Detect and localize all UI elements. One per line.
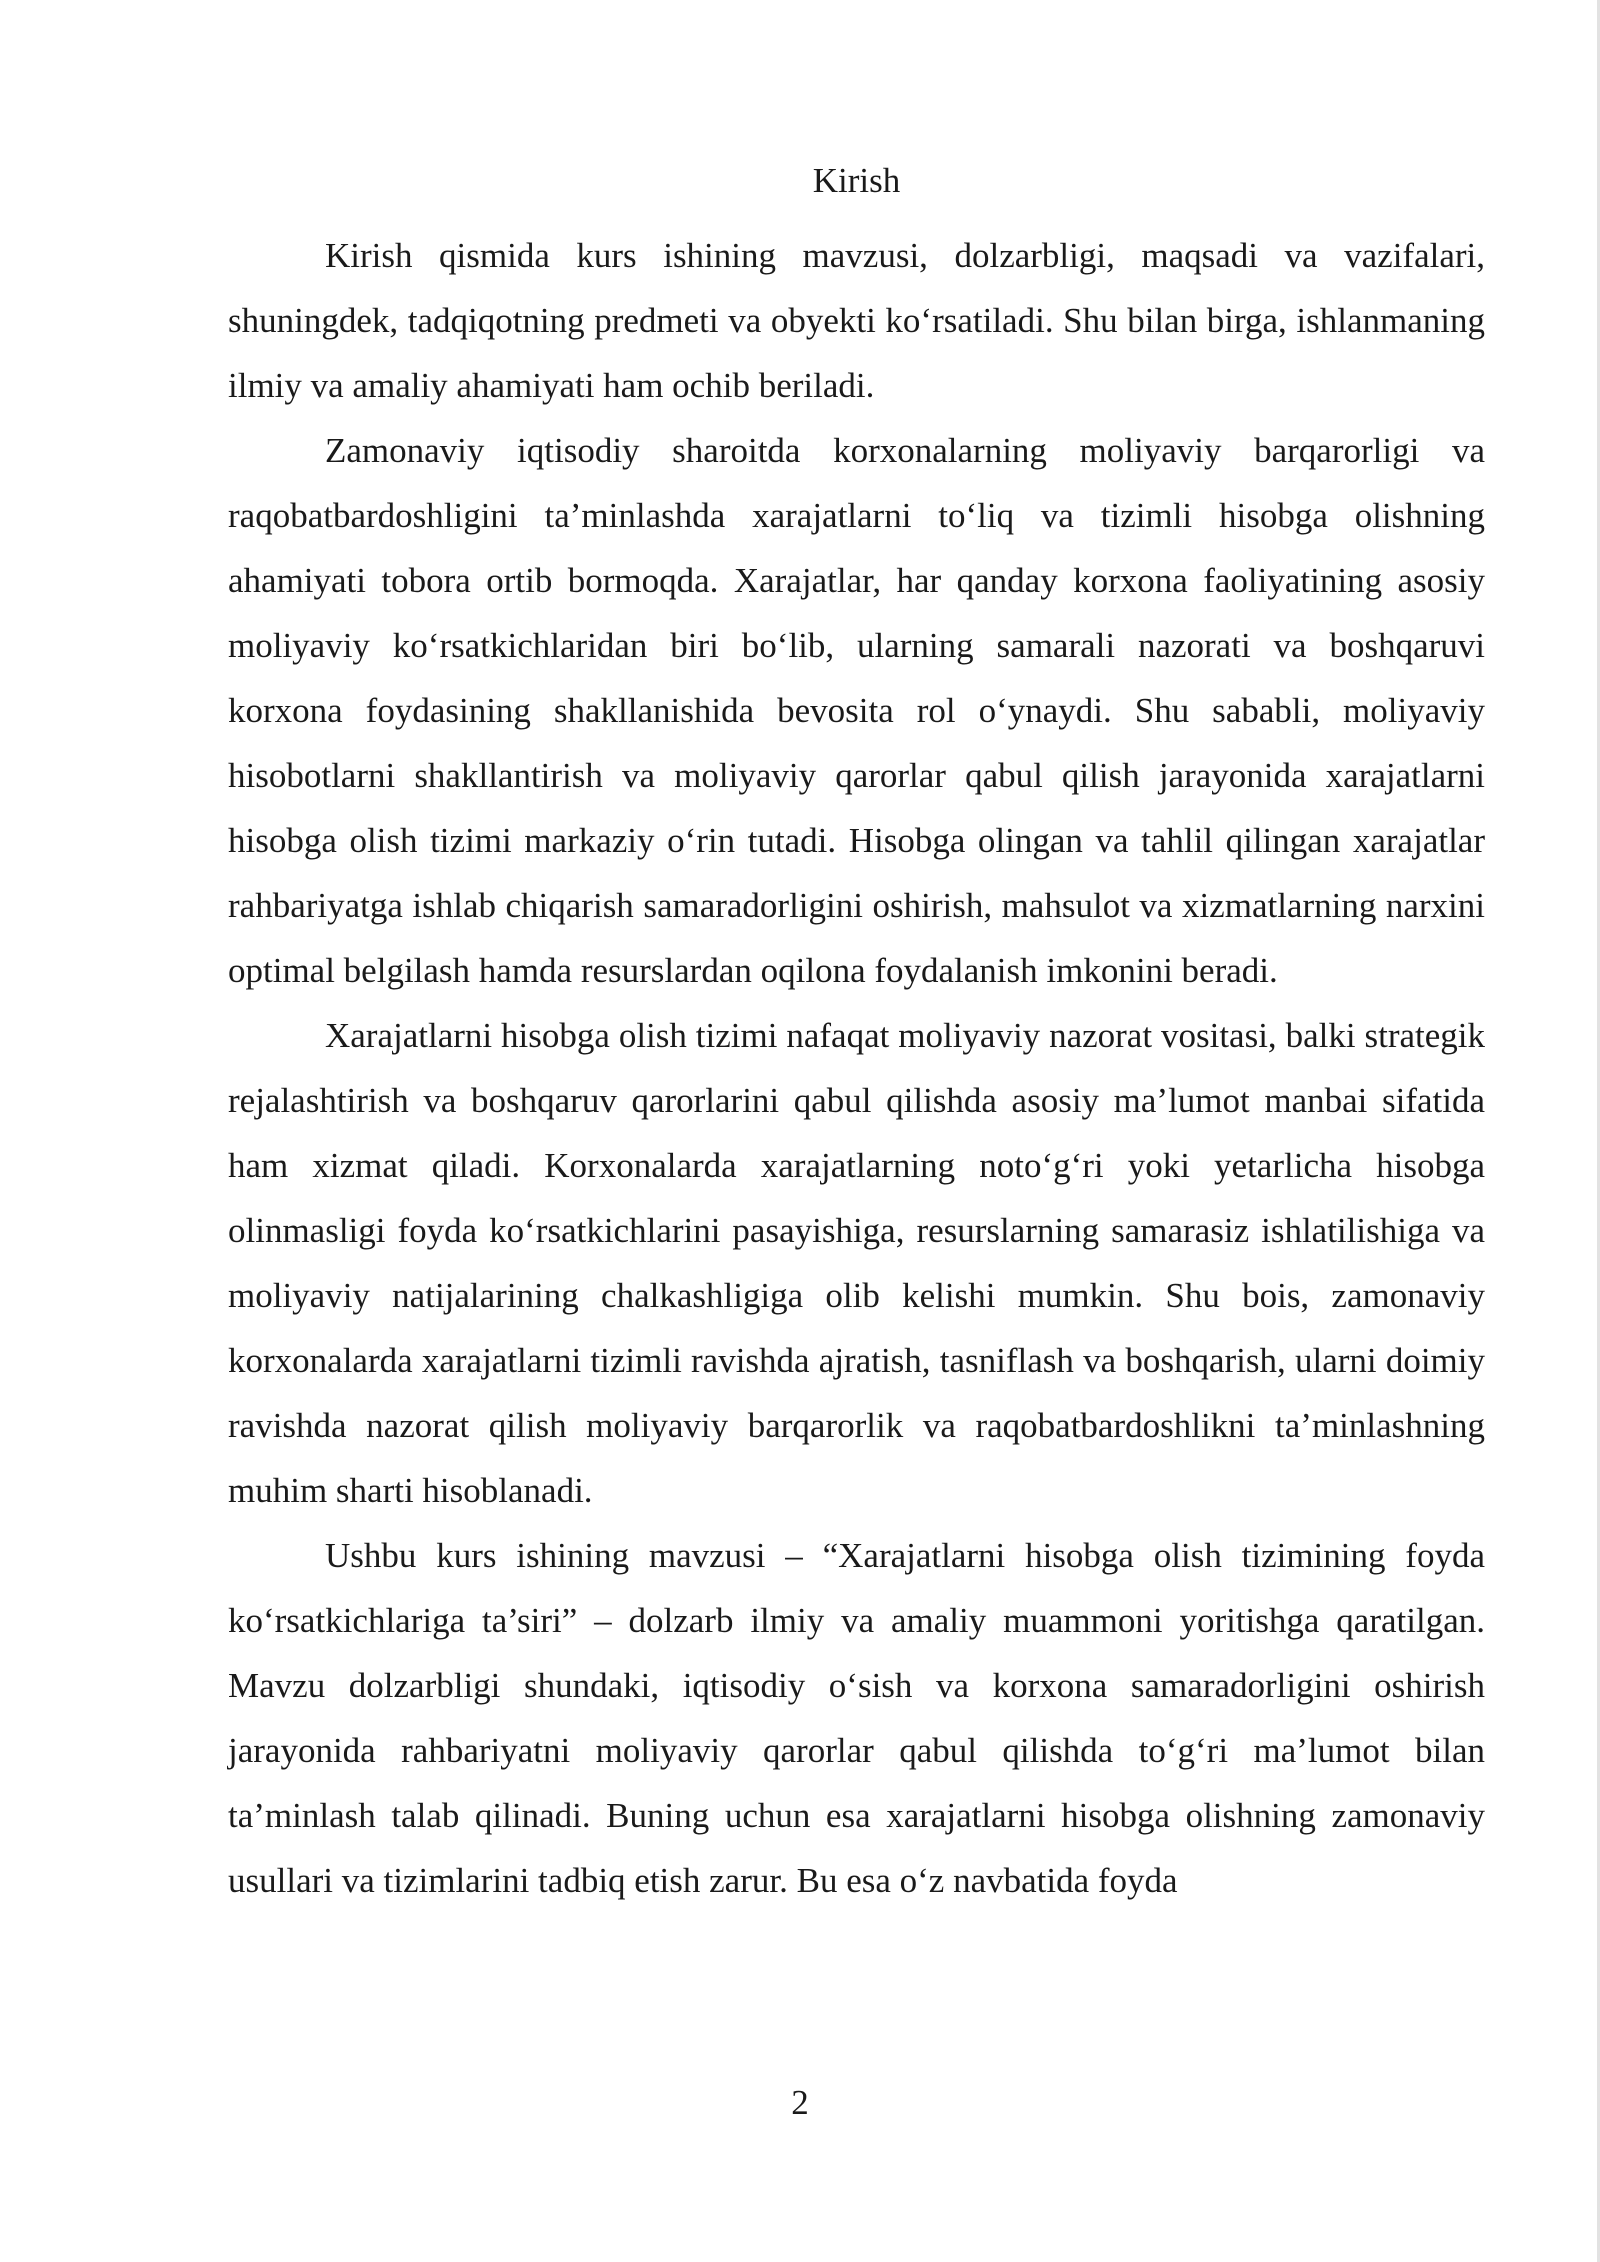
paragraph-4: Ushbu kurs ishining mavzusi – “Xarajatlarni hisobga olish tizimining foyda ko‘rsatkichlariga ta’siri” – dolzarb ilmiy va amaliy muammoni yoritishga qaratilgan. Mavzu dolzarbligi shundaki, iqtisodiy o‘sish va korxona samaradorligini oshirish jarayonida rahbariyatni moliyaviy qarorlar qabul qilishda to‘g‘ri ma’lumot bilan ta’minlash talab qilinadi. Buning uchun esa xarajatlarni hisobga olishning zamonaviy usullari va tizimlarini tadbiq etish zarur. Bu esa o‘z navbatida foyda <box>228 1536 1485 1900</box>
paragraph-2: Zamonaviy iqtisodiy sharoitda korxonalarning moliyaviy barqarorligi va raqobatbardoshligini ta’minlashda xarajatlarni to‘liq va tizimli hisobga olishning ahamiyati tobora ortib bormoqda. Xarajatlar, har qanday korxona faoliyatining asosiy moliyaviy ko‘rsatkichlaridan biri bo‘lib, ularning samarali nazorati va boshqaruvi korxona foydasining shakllanishida bevosita rol o‘ynaydi. Shu sababli, moliyaviy hisobotlarni shakllantirish va moliyaviy qarorlar qabul qilish jarayonida xarajatlarni hisobga olish tizimi markaziy o‘rin tutadi. Hisobga olingan va tahlil qilingan xarajatlar rahbariyatga ishlab chiqarish samaradorligini oshirish, mahsulot va xizmatlarning narxini optimal belgilash hamda resurslardan oqilona foydalanish imkonini beradi. <box>228 431 1485 990</box>
paragraph-3: Xarajatlarni hisobga olish tizimi nafaqat moliyaviy nazorat vositasi, balki strategik rejalashtirish va boshqaruv qarorlarini qabul qilishda asosiy ma’lumot manbai sifatida ham xizmat qiladi. Korxonalarda xarajatlarning noto‘g‘ri yoki yetarlicha hisobga olinmasligi foyda ko‘rsatkichlarini pasayishiga, resurslarning samarasiz ishlatilishiga va moliyaviy natijalarining chalkashligiga olib kelishi mumkin. Shu bois, zamonaviy korxonalarda xarajatlarni tizimli ravishda ajratish, tasniflash va boshqarish, ularni doimiy ravishda nazorat qilish moliyaviy barqarorlik va raqobatbardoshlikni ta’minlashning muhim sharti hisoblanadi. <box>228 1016 1485 1510</box>
page-body <box>228 148 1485 1913</box>
page-number: 2 <box>791 2083 809 2122</box>
paragraph-1: Kirish qismida kurs ishining mavzusi, dolzarbligi, maqsadi va vazifalari, shuningdek, tadqiqotning predmeti va obyekti ko‘rsatiladi. Shu bilan birga, ishlanmaning ilmiy va amaliy ahamiyati ham ochib beriladi. <box>228 236 1485 405</box>
section-heading: Kirish <box>812 161 901 200</box>
